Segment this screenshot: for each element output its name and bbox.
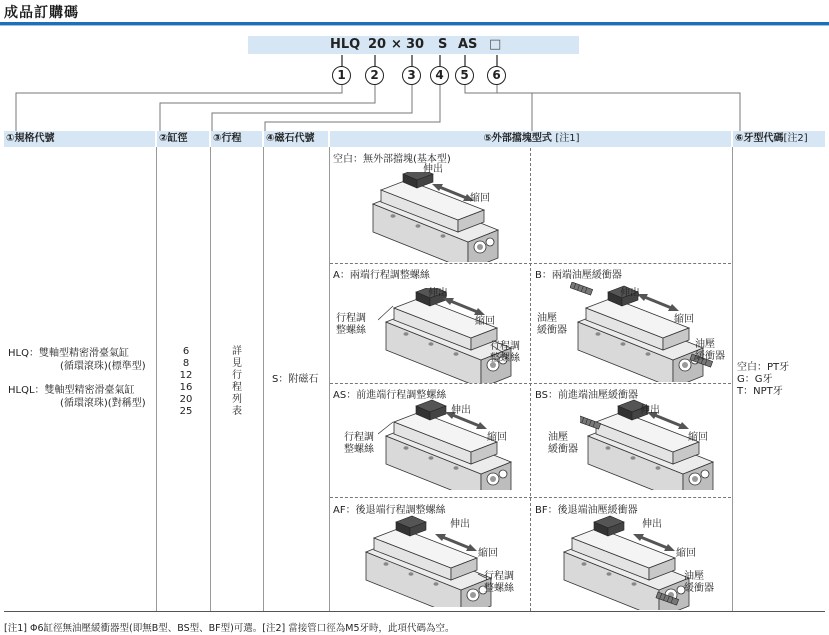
label-retract: 縮回	[487, 432, 507, 443]
bore-value: 8	[182, 358, 190, 369]
slide-table-basic-drawing	[365, 172, 515, 262]
label-extend: 伸出	[450, 519, 470, 530]
callout-adjust-screw: 行程調 整螺絲	[490, 341, 520, 364]
marker-6: 6	[487, 66, 506, 85]
code-bore: 20	[368, 37, 387, 52]
label-retract: 縮回	[475, 316, 495, 327]
panel-divider	[330, 263, 731, 264]
table-bottom-border	[4, 611, 825, 612]
code-stroke: 30	[406, 37, 425, 52]
footnote: [注1] Φ6缸徑無油壓緩衝器型(即無B型、BS型、BF型)可選。[注2] 當接管口徑為M5牙時，此項代碼為空。	[4, 623, 455, 634]
panel-divider	[330, 383, 731, 384]
column-divider	[210, 147, 211, 611]
label-retract: 縮回	[470, 193, 490, 204]
panel-label-bf: BF：後退端油壓緩衝器	[535, 505, 638, 516]
page-title: 成品訂購碼	[4, 5, 79, 21]
label-extend: 伸出	[640, 405, 660, 416]
header-thread-code: ⑥牙型代碼[注2]	[733, 131, 825, 147]
panel-label-basic: 空白：無外部擋塊(基本型)	[333, 154, 451, 165]
callout-adjust-screw: 行程調 整螺絲	[484, 571, 514, 594]
header-stroke: ③行程	[211, 131, 262, 147]
column-divider	[329, 147, 330, 611]
bore-value: 25	[179, 406, 193, 417]
slide-table-b-drawing	[570, 282, 730, 382]
thread-option: G：G牙	[737, 374, 773, 385]
bore-value: 12	[179, 370, 193, 381]
code-series: HLQ	[330, 37, 361, 52]
panel-label-bs: BS：前進端油壓緩衝器	[535, 390, 639, 401]
panel-label-af: AF：後退端行程調整螺絲	[333, 505, 446, 516]
callout-shock-absorber: 油壓 緩衝器	[684, 571, 714, 594]
label-extend: 伸出	[423, 164, 443, 175]
thread-option: 空白：PT牙	[737, 362, 790, 373]
slide-table-bf-drawing	[558, 512, 708, 610]
label-extend: 伸出	[642, 519, 662, 530]
callout-shock-absorber: 油壓 緩衝器	[695, 339, 725, 362]
spec-hlq-sub: (循環滾珠)(標準型)	[60, 361, 146, 372]
label-retract: 縮回	[676, 548, 696, 559]
label-retract: 縮回	[688, 432, 708, 443]
panel-label-b: B：兩端油壓緩衝器	[535, 270, 622, 281]
spec-hlql: HLQL：雙軸型精密滑臺氣缸	[8, 385, 135, 396]
thread-options	[737, 362, 789, 398]
header-magnet: ④磁石代號	[264, 131, 328, 147]
header-spec-code: ①規格代號	[4, 131, 155, 147]
callout-adjust-screw: 行程調 整螺絲	[344, 432, 374, 455]
marker-5: 5	[455, 66, 474, 85]
label-extend: 伸出	[451, 405, 471, 416]
spec-hlql-sub: (循環滾珠)(對稱型)	[60, 398, 146, 409]
code-times: ×	[391, 37, 402, 52]
stroke-note: 詳 見 行 程 列 表	[232, 346, 242, 417]
bore-value: 16	[179, 382, 193, 393]
panel-label-a: A：兩端行程調整螺絲	[333, 270, 430, 281]
bore-list	[172, 346, 200, 418]
code-magnet: S	[438, 37, 448, 52]
column-divider	[156, 147, 157, 611]
marker-3: 3	[402, 66, 421, 85]
callout-adjust-screw: 行程調 整螺絲	[336, 313, 366, 336]
header-bore: ②缸徑	[157, 131, 209, 147]
bore-value: 20	[179, 394, 193, 405]
callout-shock-absorber: 油壓 緩衝器	[537, 313, 567, 336]
label-extend: 伸出	[620, 288, 640, 299]
column-divider	[732, 147, 733, 611]
marker-2: 2	[365, 66, 384, 85]
marker-1: 1	[332, 66, 351, 85]
panel-divider	[530, 148, 531, 611]
header-stopper-type: ⑤外部擋塊型式 [注1]	[330, 131, 731, 147]
label-retract: 縮回	[674, 314, 694, 325]
code-stopper: AS	[458, 37, 478, 52]
thread-option: T：NPT牙	[737, 386, 783, 397]
code-thread-box: □	[489, 37, 502, 52]
spec-hlq: HLQ：雙軸型精密滑臺氣缸	[8, 348, 129, 359]
bore-value: 6	[182, 346, 190, 357]
magnet-option: S：附磁石	[272, 374, 319, 385]
panel-divider	[330, 497, 731, 498]
marker-4: 4	[430, 66, 449, 85]
slide-table-a-drawing	[378, 288, 528, 383]
column-divider	[263, 147, 264, 611]
panel-label-as: AS：前進端行程調整螺絲	[333, 390, 447, 401]
callout-shock-absorber: 油壓 緩衝器	[548, 432, 578, 455]
label-extend: 伸出	[428, 288, 448, 299]
label-retract: 縮回	[478, 548, 498, 559]
